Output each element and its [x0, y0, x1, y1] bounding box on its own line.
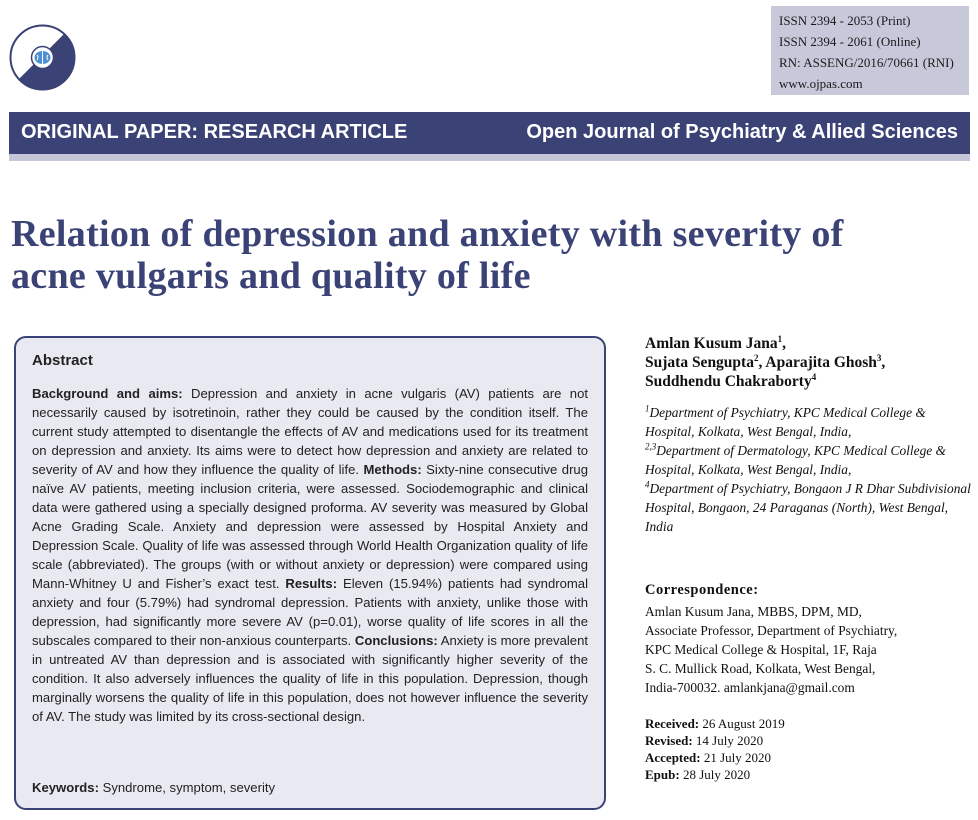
journal-website[interactable]: www.ojpas.com	[779, 76, 863, 91]
article-title	[11, 213, 951, 297]
author-2: Sujata Sengupta	[645, 354, 754, 371]
received-date: 26 August 2019	[699, 716, 785, 731]
journal-banner	[9, 112, 970, 161]
article-category: ORIGINAL PAPER: RESEARCH ARTICLE	[21, 121, 408, 143]
abstract-heading: Abstract	[32, 352, 93, 369]
affil-1-sup: 1	[645, 403, 650, 414]
revised-label: Revised:	[645, 733, 693, 748]
rn-number: RN: ASSENG/2016/70661 (RNI)	[779, 55, 954, 70]
abstract-panel	[14, 336, 606, 810]
corr-line-4: S. C. Mullick Road, Kolkata, West Bengal,	[645, 661, 876, 676]
corr-line-2: Associate Professor, Department of Psychiatry,	[645, 623, 898, 638]
keywords-text: Syndrome, symptom, severity	[98, 780, 276, 795]
affil-3-sup: 4	[645, 479, 650, 490]
methods-label: Methods:	[363, 462, 422, 477]
correspondence-details	[645, 602, 970, 697]
author-list: Amlan Kusum Jana$^1$, Sujata Sengupta$^2$, Aparajita Ghosh$^3$, Suddhendu Chakraborty$^4$	[645, 333, 886, 390]
issn-info	[771, 6, 969, 95]
author-2-sup: 2	[753, 352, 759, 363]
corr-line-5: India-700032. amlankjana@gmail.com	[645, 680, 855, 695]
epub-label: Epub:	[645, 767, 680, 782]
author-1: Amlan Kusum Jana	[645, 335, 778, 352]
issn-print: ISSN 2394 - 2053 (Print)	[779, 13, 911, 28]
author-3-sup: 3	[876, 352, 882, 363]
corr-line-3: KPC Medical College & Hospital, 1F, Raja	[645, 642, 877, 657]
results-text: Eleven (15.94%) patients had syndromal anxiety and four (5.79%) had syndromal depression. Patients with anxiety, unlike those with depression, had significantly more severe AV (p=0.01), worse quality of life scores in all the subscales compared to their non-anxious counterparts.	[32, 576, 588, 648]
epub-date: 28 July 2020	[679, 767, 751, 782]
corr-line-1: Amlan Kusum Jana, MBBS, DPM, MD,	[645, 604, 862, 619]
journal-name: Open Journal of Psychiatry & Allied Sciences	[526, 121, 958, 143]
affil-3: Department of Psychiatry, Bongaon J R Dhar Subdivisional Hospital, Bongaon, 24 Paraganas (North), West Bengal, India	[645, 481, 971, 534]
background-label: Background and aims:	[32, 386, 183, 401]
title-line-2: acne vulgaris and quality of life	[11, 255, 531, 297]
correspondence-heading: Correspondence:	[645, 582, 759, 598]
abstract-body	[32, 384, 588, 726]
affil-1: Department of Psychiatry, KPC Medical College & Hospital, Kolkata, West Bengal, India,	[645, 405, 926, 439]
journal-logo	[9, 24, 76, 91]
conclusions-text: Anxiety is more prevalent in untreated AV than depression and is associated with significantly higher severity of the condition. It also adversely influences the quality of life in this population. Depression, though marginally worsens the quality of life in this population, does not however influence the severity of AV. The study was limited by its cross-sectional design.	[32, 633, 588, 724]
publication-dates	[645, 715, 785, 783]
affil-2-sup: 2,3	[645, 441, 657, 452]
author-4-sup: 4	[811, 371, 817, 382]
results-label: Results:	[285, 576, 338, 591]
author-4: Suddhendu Chakraborty	[645, 373, 812, 390]
author-3: Aparajita Ghosh	[765, 354, 877, 371]
affiliations	[645, 403, 975, 536]
accepted-label: Accepted:	[645, 750, 701, 765]
issn-online: ISSN 2394 - 2061 (Online)	[779, 34, 921, 49]
methods-text: Sixty-nine consecutive drug naïve AV patients, meeting inclusion criteria, were assessed. Sociodemographic and clinical data were gathered using a specially designed proforma. AV severity was measured by Global Acne Grading Scale. Anxiety and depression were assessed by Hospital Anxiety and Depression Scale. Quality of life was assessed through World Health Organization quality of life scale (abbreviated). The groups (with or without anxiety or depression) were compared using Mann-Whitney U and Fisher’s exact test.	[32, 462, 588, 591]
conclusions-label: Conclusions:	[354, 633, 438, 648]
received-label: Received:	[645, 716, 700, 731]
keywords	[32, 780, 275, 795]
author-1-sup: 1	[777, 333, 783, 344]
affil-2: Department of Dermatology, KPC Medical College & Hospital, Kolkata, West Bengal, India,	[645, 443, 946, 477]
keywords-label: Keywords:	[32, 780, 99, 795]
revised-date: 14 July 2020	[692, 733, 764, 748]
background-text: Depression and anxiety in acne vulgaris (AV) patients are not necessarily caused by isotretinoin, rather they could be caused by the condition itself. The current study attempted to disentangle the effects of AV and medications used for its treatment on depression and anxiety. Its aims were to detect how depression and anxiety are related to severity of AV and how they influence the quality of life.	[32, 386, 588, 477]
title-line-1: Relation of depression and anxiety with severity of	[11, 213, 844, 255]
accepted-date: 21 July 2020	[700, 750, 772, 765]
